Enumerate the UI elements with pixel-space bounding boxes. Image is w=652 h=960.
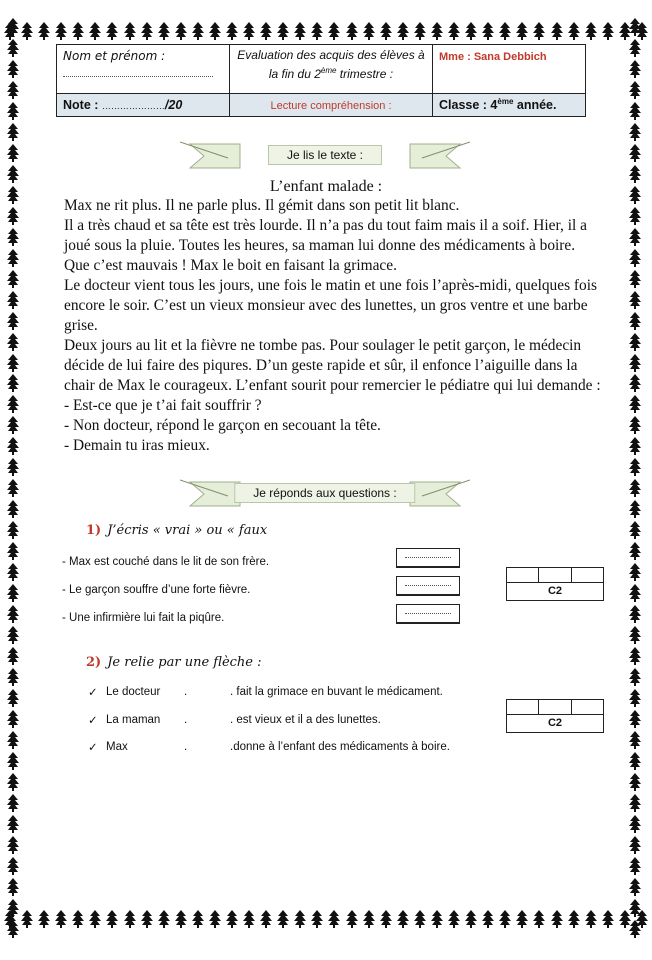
- tree-ornament-icon: [243, 22, 255, 40]
- score-grid-c2-q2: [506, 699, 604, 733]
- tree-ornament-icon: [7, 458, 19, 476]
- tree-ornament-icon: [7, 123, 19, 141]
- tree-ornament-icon: [629, 689, 641, 707]
- tree-ornament-icon: [585, 22, 597, 40]
- answer-box-1[interactable]: [396, 548, 460, 568]
- statement-2: - Le garçon souffre d’une forte fièvre.: [62, 584, 251, 596]
- tree-ornament-icon: [106, 910, 118, 928]
- answer-box-3[interactable]: [396, 604, 460, 624]
- tree-ornament-icon: [7, 584, 19, 602]
- tree-ornament-icon: [629, 878, 641, 896]
- tree-ornament-icon: [7, 312, 19, 330]
- score-grid-c2-q1: [506, 567, 604, 601]
- tree-ornament-icon: [629, 899, 641, 917]
- class-label: Classe : 4ème année.: [439, 96, 557, 112]
- tree-ornament-icon: [629, 60, 641, 78]
- tree-ornament-icon: [7, 18, 19, 36]
- story-paragraph: Deux jours au lit et la fièvre ne tombe pas. Pour soulager le petit garçon, le médecin décide de lui faire des piqures. D’un geste rapide et sûr, il enfonce l’aiguille dans la chair de Max le courageux. L’enfant sourit pour remercier le pédiatre qui lui demande :: [64, 337, 601, 394]
- tree-ornament-icon: [141, 22, 153, 40]
- tree-ornament-icon: [516, 22, 528, 40]
- tree-ornament-icon: [629, 81, 641, 99]
- tree-ornament-icon: [7, 102, 19, 120]
- tree-ornament-icon: [629, 815, 641, 833]
- tree-ornament-icon: [629, 354, 641, 372]
- match-anchor-dot[interactable]: .: [184, 714, 188, 726]
- tree-ornament-icon: [629, 270, 641, 288]
- tree-ornament-icon: [380, 910, 392, 928]
- tree-ornament-icon: [629, 752, 641, 770]
- evaluation-line-1: Evaluation des acquis des élèves à: [237, 48, 425, 62]
- decorative-border-bottom: [0, 910, 652, 932]
- decorative-border-left: [2, 18, 24, 938]
- note-dots[interactable]: …………………: [101, 101, 165, 111]
- tree-ornament-icon: [629, 857, 641, 875]
- statement-3: - Une infirmière lui fait la piqûre.: [62, 612, 225, 624]
- tree-ornament-icon: [72, 22, 84, 40]
- tree-ornament-icon: [363, 910, 375, 928]
- name-dotted-line[interactable]: [63, 75, 213, 77]
- tree-ornament-icon: [629, 563, 641, 581]
- tree-ornament-icon: [629, 605, 641, 623]
- tree-ornament-icon: [629, 731, 641, 749]
- tree-ornament-icon: [629, 144, 641, 162]
- score-cells[interactable]: [506, 567, 604, 583]
- tree-ornament-icon: [7, 81, 19, 99]
- banner-read-text: [180, 136, 470, 176]
- story-paragraph: Max ne rit plus. Il ne parle plus. Il gémit dans son petit lit blanc.: [64, 197, 460, 214]
- competence-label: C2: [506, 715, 604, 733]
- tree-ornament-icon: [7, 500, 19, 518]
- story-title: L’enfant malade :: [269, 178, 383, 195]
- tree-ornament-icon: [380, 22, 392, 40]
- tree-ornament-icon: [482, 22, 494, 40]
- tree-ornament-icon: [499, 22, 511, 40]
- tree-ornament-icon: [629, 458, 641, 476]
- tree-ornament-icon: [602, 22, 614, 40]
- tree-ornament-icon: [568, 22, 580, 40]
- match-right-item[interactable]: . est vieux et il a des lunettes.: [230, 714, 381, 726]
- tree-ornament-icon: [629, 312, 641, 330]
- match-right-item[interactable]: .donne à l’enfant des médicaments à boire.: [230, 741, 450, 753]
- tree-ornament-icon: [431, 910, 443, 928]
- tree-ornament-icon: [7, 479, 19, 497]
- tree-ornament-icon: [106, 22, 118, 40]
- tree-ornament-icon: [346, 910, 358, 928]
- teacher-cell: [433, 45, 586, 94]
- tree-ornament-icon: [124, 910, 136, 928]
- tree-ornament-icon: [629, 794, 641, 812]
- tree-ornament-icon: [7, 291, 19, 309]
- tree-ornament-icon: [629, 249, 641, 267]
- tree-ornament-icon: [397, 910, 409, 928]
- tree-ornament-icon: [7, 752, 19, 770]
- tree-ornament-icon: [629, 123, 641, 141]
- competence-label: C2: [506, 583, 604, 601]
- tree-ornament-icon: [448, 910, 460, 928]
- answer-box-2[interactable]: [396, 576, 460, 596]
- tree-ornament-icon: [7, 647, 19, 665]
- question-1-number: 1): [86, 523, 102, 538]
- story-paragraph: Il a très chaud et sa tête est très lourde. Il n’a pas du tout faim mais il a soif. Hier, il a joué sous la pluie. Toutes les heures, sa maman lui donne des médicaments à boire. Que c’est mauvais ! Max le boit en faisant la grimace.: [64, 217, 587, 274]
- tree-ornament-icon: [7, 836, 19, 854]
- note-label: Note :: [63, 98, 102, 112]
- tree-ornament-icon: [629, 18, 641, 36]
- tree-ornament-icon: [7, 333, 19, 351]
- dialogue-line: - Demain tu iras mieux.: [64, 437, 210, 454]
- tree-ornament-icon: [226, 910, 238, 928]
- tree-ornament-icon: [72, 910, 84, 928]
- class-cell: [433, 94, 586, 117]
- tree-ornament-icon: [346, 22, 358, 40]
- tree-ornament-icon: [533, 910, 545, 928]
- tree-ornament-icon: [629, 374, 641, 392]
- tree-ornament-icon: [585, 910, 597, 928]
- tree-ornament-icon: [629, 416, 641, 434]
- tree-ornament-icon: [124, 22, 136, 40]
- dialogue-line: - Non docteur, répond le garçon en secouant la tête.: [64, 417, 381, 434]
- tree-ornament-icon: [629, 291, 641, 309]
- tree-ornament-icon: [294, 22, 306, 40]
- tree-ornament-icon: [260, 22, 272, 40]
- tree-ornament-icon: [7, 731, 19, 749]
- tree-ornament-icon: [226, 22, 238, 40]
- tree-ornament-icon: [397, 22, 409, 40]
- tree-ornament-icon: [7, 920, 19, 938]
- match-left-item[interactable]: La maman: [106, 714, 161, 726]
- tree-ornament-icon: [38, 910, 50, 928]
- check-icon: ✓: [88, 715, 98, 727]
- tree-ornament-icon: [551, 22, 563, 40]
- note-cell: [57, 94, 230, 117]
- tree-ornament-icon: [260, 910, 272, 928]
- tree-ornament-icon: [192, 22, 204, 40]
- tree-ornament-icon: [629, 584, 641, 602]
- tree-ornament-icon: [7, 689, 19, 707]
- subject-label: Lecture compréhension :: [270, 100, 392, 112]
- tree-ornament-icon: [7, 437, 19, 455]
- tree-ornament-icon: [277, 910, 289, 928]
- tree-ornament-icon: [328, 22, 340, 40]
- tree-ornament-icon: [629, 228, 641, 246]
- tree-ornament-icon: [568, 910, 580, 928]
- evaluation-cell: [230, 45, 433, 94]
- tree-ornament-icon: [629, 542, 641, 560]
- tree-ornament-icon: [629, 395, 641, 413]
- tree-ornament-icon: [629, 207, 641, 225]
- tree-ornament-icon: [465, 910, 477, 928]
- tree-ornament-icon: [243, 910, 255, 928]
- teacher-name: Mme : Sana Debbich: [439, 51, 547, 63]
- tree-ornament-icon: [7, 374, 19, 392]
- tree-ornament-icon: [7, 563, 19, 581]
- tree-ornament-icon: [7, 710, 19, 728]
- question-1-title: 1) J’écris « vrai » ou « faux: [86, 523, 268, 538]
- banner-answer-label: Je réponds aux questions :: [234, 483, 415, 503]
- match-anchor-dot[interactable]: .: [184, 741, 188, 753]
- score-cells[interactable]: [506, 699, 604, 715]
- banner-answer-questions: [180, 474, 470, 514]
- decorative-border-top: [0, 22, 652, 44]
- question-2-number: 2): [86, 655, 102, 670]
- check-icon: ✓: [88, 742, 98, 754]
- tree-ornament-icon: [465, 22, 477, 40]
- tree-ornament-icon: [328, 910, 340, 928]
- tree-ornament-icon: [629, 333, 641, 351]
- tree-ornament-icon: [158, 22, 170, 40]
- tree-ornament-icon: [209, 22, 221, 40]
- decorative-border-right: [624, 18, 646, 938]
- evaluation-line-2: la fin du 2ème trimestre :: [268, 66, 394, 81]
- tree-ornament-icon: [158, 910, 170, 928]
- tree-ornament-icon: [38, 22, 50, 40]
- tree-ornament-icon: [7, 60, 19, 78]
- statement-1: - Max est couché dans le lit de son frère.: [62, 556, 270, 568]
- tree-ornament-icon: [209, 910, 221, 928]
- tree-ornament-icon: [7, 542, 19, 560]
- tree-ornament-icon: [448, 22, 460, 40]
- tree-ornament-icon: [294, 910, 306, 928]
- tree-ornament-icon: [629, 479, 641, 497]
- tree-ornament-icon: [55, 910, 67, 928]
- tree-ornament-icon: [499, 910, 511, 928]
- tree-ornament-icon: [431, 22, 443, 40]
- match-right-item[interactable]: . fait la grimace en buvant le médicament.: [230, 686, 443, 698]
- tree-ornament-icon: [7, 794, 19, 812]
- tree-ornament-icon: [629, 710, 641, 728]
- tree-ornament-icon: [629, 102, 641, 120]
- tree-ornament-icon: [192, 910, 204, 928]
- tree-ornament-icon: [363, 22, 375, 40]
- tree-ornament-icon: [629, 647, 641, 665]
- tree-ornament-icon: [89, 910, 101, 928]
- tree-ornament-icon: [414, 22, 426, 40]
- tree-ornament-icon: [551, 910, 563, 928]
- check-icon: ✓: [88, 687, 98, 699]
- tree-ornament-icon: [7, 521, 19, 539]
- tree-ornament-icon: [629, 626, 641, 644]
- banner-read-label: Je lis le texte :: [268, 145, 382, 165]
- match-anchor-dot[interactable]: .: [184, 686, 188, 698]
- tree-ornament-icon: [629, 920, 641, 938]
- tree-ornament-icon: [7, 144, 19, 162]
- tree-ornament-icon: [629, 668, 641, 686]
- name-cell: [57, 45, 230, 94]
- tree-ornament-icon: [7, 605, 19, 623]
- tree-ornament-icon: [629, 500, 641, 518]
- tree-ornament-icon: [7, 878, 19, 896]
- tree-ornament-icon: [629, 39, 641, 57]
- tree-ornament-icon: [7, 39, 19, 57]
- tree-ornament-icon: [311, 22, 323, 40]
- tree-ornament-icon: [7, 270, 19, 288]
- tree-ornament-icon: [7, 773, 19, 791]
- tree-ornament-icon: [311, 910, 323, 928]
- tree-ornament-icon: [516, 910, 528, 928]
- tree-ornament-icon: [629, 836, 641, 854]
- tree-ornament-icon: [414, 910, 426, 928]
- tree-ornament-icon: [55, 22, 67, 40]
- tree-ornament-icon: [7, 416, 19, 434]
- tree-ornament-icon: [629, 773, 641, 791]
- tree-ornament-icon: [533, 22, 545, 40]
- question-2-title: 2) Je relie par une flèche :: [86, 655, 262, 670]
- tree-ornament-icon: [482, 910, 494, 928]
- tree-ornament-icon: [277, 22, 289, 40]
- match-left-item[interactable]: Max: [106, 741, 128, 753]
- tree-ornament-icon: [7, 857, 19, 875]
- tree-ornament-icon: [7, 815, 19, 833]
- tree-ornament-icon: [7, 395, 19, 413]
- subject-cell: [230, 94, 433, 117]
- tree-ornament-icon: [7, 354, 19, 372]
- tree-ornament-icon: [7, 207, 19, 225]
- tree-ornament-icon: [7, 249, 19, 267]
- tree-ornament-icon: [7, 668, 19, 686]
- story-paragraph: Le docteur vient tous les jours, une fois le matin et une fois l’après-midi, quelques fois encore le soir. C’est un vieux monsieur avec des lunettes, un gros ventre et une barbe grise.: [64, 277, 597, 334]
- match-left-item[interactable]: Le docteur: [106, 686, 161, 698]
- note-total: /20: [164, 98, 183, 112]
- tree-ornament-icon: [629, 437, 641, 455]
- story-text: [64, 196, 604, 456]
- name-label: Nom et prénom :: [63, 49, 166, 63]
- dialogue-line: - Est-ce que je t’ai fait souffrir ?: [64, 397, 262, 414]
- tree-ornament-icon: [7, 899, 19, 917]
- tree-ornament-icon: [629, 521, 641, 539]
- tree-ornament-icon: [7, 626, 19, 644]
- tree-ornament-icon: [602, 910, 614, 928]
- tree-ornament-icon: [89, 22, 101, 40]
- tree-ornament-icon: [7, 228, 19, 246]
- tree-ornament-icon: [141, 910, 153, 928]
- header-table: [56, 44, 586, 117]
- tree-ornament-icon: [175, 22, 187, 40]
- tree-ornament-icon: [175, 910, 187, 928]
